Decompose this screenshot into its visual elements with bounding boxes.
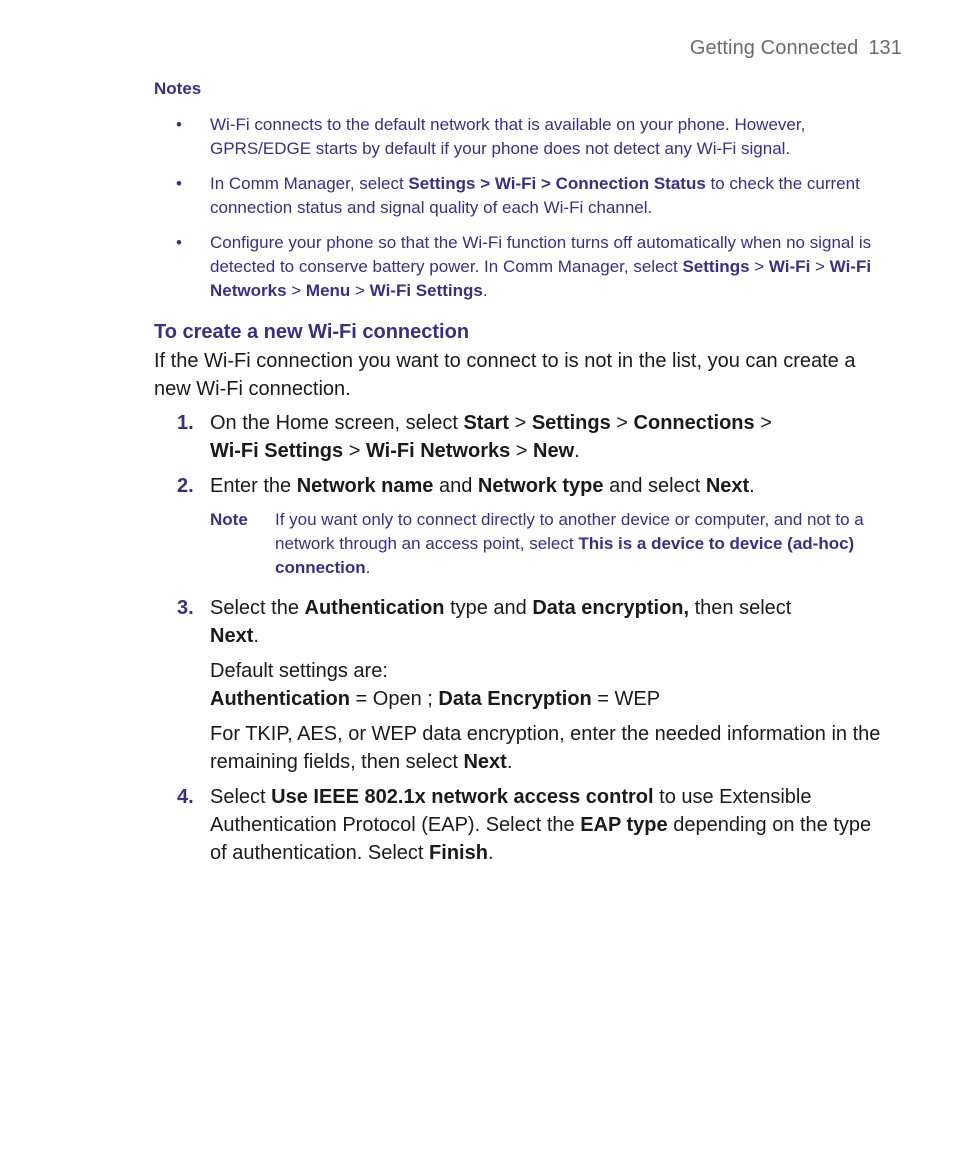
note-text: to check the current connection status and signal quality of each Wi-Fi channel. <box>210 174 860 217</box>
field-value: = Open ; <box>350 688 439 710</box>
punctuation: . <box>506 751 513 773</box>
default-settings-label: Default settings are: <box>210 660 388 682</box>
step-item <box>154 783 884 867</box>
step-text <box>210 594 884 650</box>
step-text-part: and <box>433 475 478 497</box>
menu-item: Settings <box>682 257 750 276</box>
button-name: Next <box>705 475 750 497</box>
note-label: Note <box>210 510 248 529</box>
field-name: Authentication <box>210 688 350 710</box>
menu-item: Menu <box>305 281 351 300</box>
separator: > <box>343 440 366 462</box>
step-text <box>210 783 884 867</box>
step-text-part: to use Extensible Authentication Protocol (EAP). Select the <box>210 786 812 836</box>
note-text: Wi-Fi connects to the default network that is available on your phone. However, GPRS/EDGE starts by default if your phone does not detect any Wi-Fi signal. <box>210 115 806 158</box>
field-name: Data Encryption <box>438 688 592 710</box>
note-text: In Comm Manager, select <box>210 174 409 193</box>
separator: > <box>510 440 534 462</box>
punctuation: . <box>365 558 371 577</box>
step-number: 1. <box>177 412 194 434</box>
step-text-part: For TKIP, AES, or WEP data encryption, enter the needed information in the remaining fields, then select <box>210 723 881 773</box>
step-text-part: Select <box>210 786 272 808</box>
menu-item: Wi-Fi Networks <box>210 257 872 300</box>
menu-item: Wi-Fi Networks <box>365 440 511 462</box>
menu-item: Connections <box>633 412 755 434</box>
punctuation: . <box>749 475 755 497</box>
bullet-icon: • <box>176 233 182 252</box>
field-name: Authentication <box>304 597 445 619</box>
separator: > <box>286 281 306 300</box>
step-text-part: type and <box>444 597 533 619</box>
button-name: Next <box>210 625 254 647</box>
punctuation: . <box>482 281 488 300</box>
note-item <box>154 172 884 220</box>
option-name: Use IEEE 802.1x network access control <box>271 786 654 808</box>
separator: > <box>350 281 370 300</box>
separator: > <box>749 257 769 276</box>
button-name: Finish <box>429 842 488 864</box>
field-value: = WEP <box>591 688 661 710</box>
field-name: Data encryption, <box>532 597 690 619</box>
bullet-icon: • <box>176 115 182 134</box>
option-name: This is a device to device (ad-hoc) connection <box>275 534 855 577</box>
default-settings <box>210 657 884 713</box>
note-text: If you want only to connect directly to another device or computer, and not to a network through an access point, select <box>275 510 864 553</box>
menu-item: Settings <box>531 412 611 434</box>
punctuation: . <box>487 842 494 864</box>
field-name: Network name <box>296 475 434 497</box>
running-header <box>690 37 902 60</box>
menu-path: Settings > Wi-Fi > Connection Status <box>408 174 706 193</box>
step-text-part: Enter the <box>210 475 297 497</box>
step-number: 4. <box>177 786 194 808</box>
step-number: 3. <box>177 597 194 619</box>
separator: > <box>754 412 772 434</box>
notes-list <box>154 113 884 314</box>
step-text-part: and select <box>603 475 706 497</box>
section-name: Getting Connected <box>689 37 859 59</box>
step-text-part: depending on the type of authentication. Select <box>210 814 872 864</box>
encryption-instructions <box>210 720 884 776</box>
section-heading: To create a new Wi-Fi connection <box>154 321 470 343</box>
step-text <box>210 409 884 465</box>
step-text-part: Select the <box>210 597 305 619</box>
separator: > <box>810 257 830 276</box>
page-number: 131 <box>868 37 902 59</box>
punctuation: . <box>253 625 259 647</box>
step-item <box>154 409 884 465</box>
note-item <box>154 231 884 303</box>
menu-item: Wi-Fi <box>768 257 811 276</box>
separator: > <box>509 412 532 434</box>
step-note <box>210 508 884 580</box>
field-name: EAP type <box>580 814 668 836</box>
field-name: Network type <box>477 475 604 497</box>
bullet-icon: • <box>176 174 182 193</box>
note-text: Configure your phone so that the Wi-Fi function turns off automatically when no signal is detected to conserve battery power. In Comm Manager, select <box>210 233 872 276</box>
notes-heading: Notes <box>154 79 202 98</box>
separator: > <box>610 412 634 434</box>
menu-item: Wi-Fi Settings <box>369 281 483 300</box>
step-text <box>210 472 884 500</box>
step-number: 2. <box>177 475 194 497</box>
step-item <box>154 472 884 580</box>
menu-item: Wi-Fi Settings <box>210 440 344 462</box>
step-text-part: On the Home screen, select <box>210 412 464 434</box>
step-text-part: then select <box>689 597 792 619</box>
step-item <box>154 594 884 776</box>
steps-list <box>154 409 884 874</box>
button-name: Next <box>463 751 507 773</box>
intro-paragraph: If the Wi-Fi connection you want to connect to is not in the list, you can create a new Wi-Fi connection. <box>154 350 856 400</box>
punctuation: . <box>574 440 580 462</box>
menu-item: Start <box>463 412 510 434</box>
note-item <box>154 113 884 161</box>
menu-item: New <box>533 440 575 462</box>
